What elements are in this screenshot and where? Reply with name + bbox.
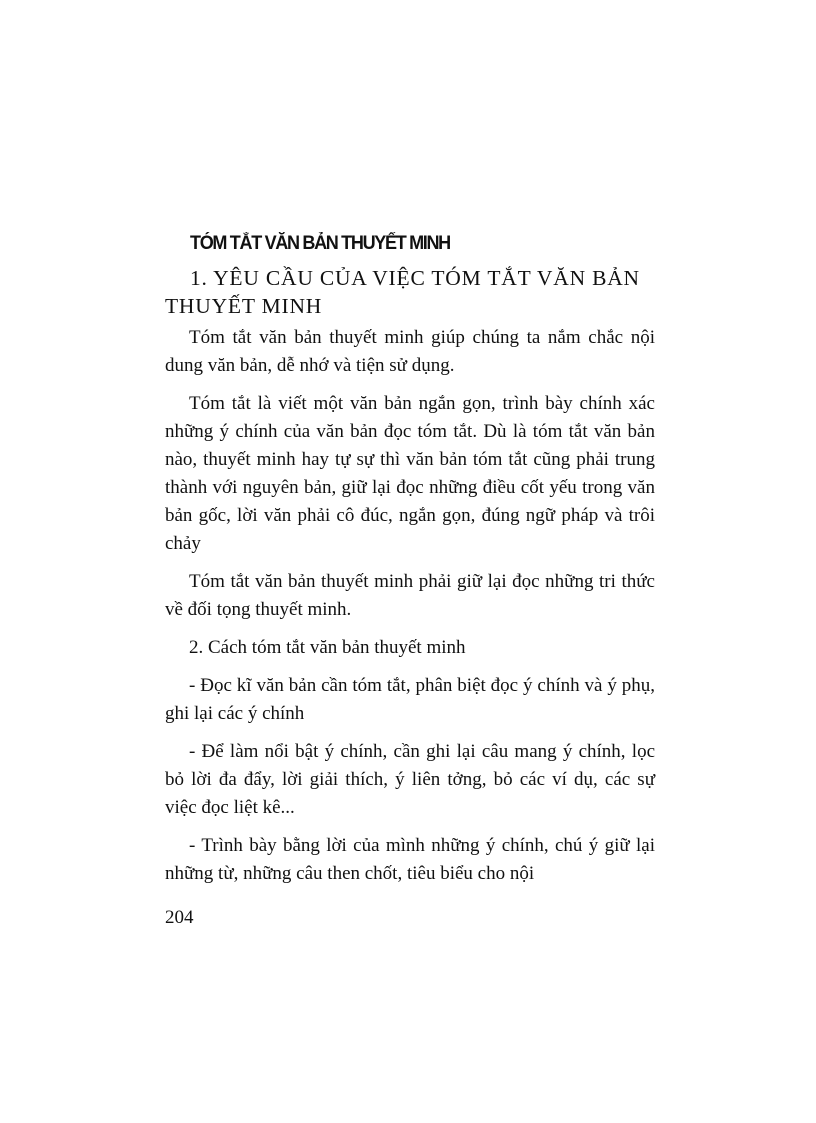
paragraph-1: Tóm tắt văn bản thuyết minh giúp chúng ta nắm chắc nội dung văn bản, dễ nhớ và tiện sử dụng.	[165, 327, 655, 376]
list-item-3: - Trình bày bằng lời của mình những ý chính, chú ý giữ lại những từ, những câu then chốt, tiêu biểu cho nội	[165, 835, 655, 884]
subsection-heading: 2. Cách tóm tắt văn bản thuyết minh	[189, 637, 466, 658]
list-item-1: - Đọc kĩ văn bản cần tóm tắt, phân biệt đọc ý chính và ý phụ, ghi lại các ý chính	[165, 675, 655, 724]
page-title: TÓM TẮT VĂN BẢN THUYẾT MINH	[190, 233, 450, 254]
page-number: 204	[165, 907, 194, 928]
body-text	[165, 324, 655, 898]
list-item-2: - Để làm nổi bật ý chính, cần ghi lại câu mang ý chính, lọc bỏ lời đa đẩy, lời giải thích, ý liên tởng, bỏ các ví dụ, các sự việc đọc liệt kê...	[165, 741, 655, 818]
section-heading: 1. YÊU CẦU CỦA VIỆC TÓM TẮT VĂN BẢN THUYẾT MINH	[165, 266, 640, 318]
paragraph-3: Tóm tắt văn bản thuyết minh phải giữ lại đọc những tri thức về đối tọng thuyết minh.	[165, 571, 655, 620]
paragraph-2: Tóm tắt là viết một văn bản ngắn gọn, trình bày chính xác những ý chính của văn bản đọc tóm tắt. Dù là tóm tắt văn bản nào, thuyết minh hay tự sự thì văn bản tóm tắt cũng phải trung thành với nguyên bản, giữ lại đọc những điều cốt yếu trong văn bản gốc, lời văn phải cô đúc, ngắn gọn, đúng ngữ pháp và trôi chảy	[165, 393, 655, 554]
